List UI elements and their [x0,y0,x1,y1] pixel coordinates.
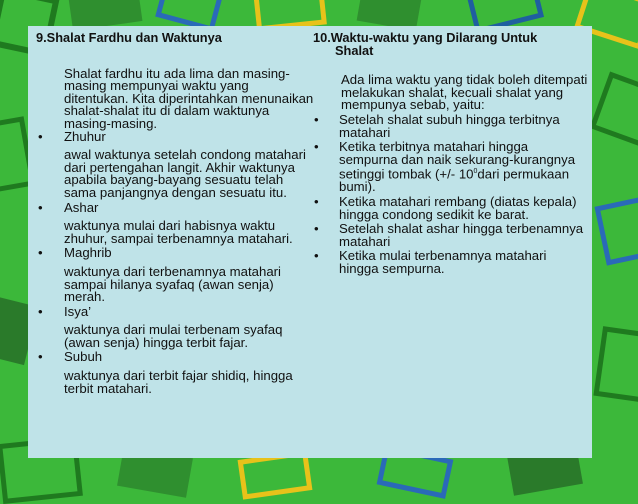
list-item [36,128,314,144]
prayer-desc: waktunya mulai dari habisnya waktu zhuhur, sampai terbenamnya matahari. [64,218,293,246]
list-item: • Ketika mulai terbenamnya matahari hingga sempurna. [313,250,589,275]
list-item: • Setelah shalat subuh hingga terbitnya matahari [313,114,589,139]
content-panel [28,26,592,458]
prayer-name: Subuh [64,349,103,365]
decor-square [590,72,638,149]
superscript: 0 [473,168,478,176]
left-heading: 9.Shalat Fardhu dan Waktunya [36,30,222,45]
prayer-desc: waktunya dari mulai terbenam syafaq (awan senja) hingga terbit fajar. [64,322,283,350]
list-item: • Ketika matahari rembang (diatas kepala) hingga condong sedikit ke barat. [313,196,589,221]
prayer-name: Maghrib [64,245,112,261]
prayer-desc: waktunya dari terbit fajar shidiq, hingga terbit matahari. [64,368,293,396]
right-heading-line1: 10.Waktu-waktu yang Dilarang Untuk [313,30,538,45]
prayer-name: Isya’ [64,303,92,319]
right-heading [313,32,589,57]
list-item [36,303,314,319]
left-intro: Shalat fardhu itu ada lima dan masing-masing mempunyai waktu yang ditentukan. Kita diperintahkan menunaikan shalat-shalat itu di dalam waktunya masing-masing. [64,65,314,131]
prayer-desc: waktunya dari terbenamnya matahari sampai hilanya syafaq (awan senja) merah. [64,263,281,305]
list-item [36,199,314,215]
list-item-tail: dari permukaan bumi). [339,166,570,195]
prayer-desc: awal waktunya setelah condong matahari dari pertengahan langit. Akhir waktunya apabila bayang-bayang sesuatu telah sama panjangnya dengan sesuatu itu. [64,147,306,200]
decor-square [593,326,638,404]
list-item: • Setelah shalat ashar hingga terbenamnya matahari [313,223,589,248]
prayer-name: Zhuhur [64,128,106,144]
list-item-text: Ketika terbitnya matahari hingga sempurna dan naik sekurang-kurangnya setinggi tombak (+/- 10 [339,139,576,182]
list-item [36,247,314,260]
list-item [36,351,314,364]
right-intro: Ada lima waktu yang tidak boleh ditempati melakukan shalat, kecuali shalat yang mempunya sebab, yaitu: [341,72,588,113]
list-item [313,141,589,194]
right-heading-line2: Shalat [335,42,374,58]
prayer-name: Ashar [64,199,99,215]
left-column [36,32,314,395]
right-column [313,32,589,275]
decor-square [594,194,638,265]
